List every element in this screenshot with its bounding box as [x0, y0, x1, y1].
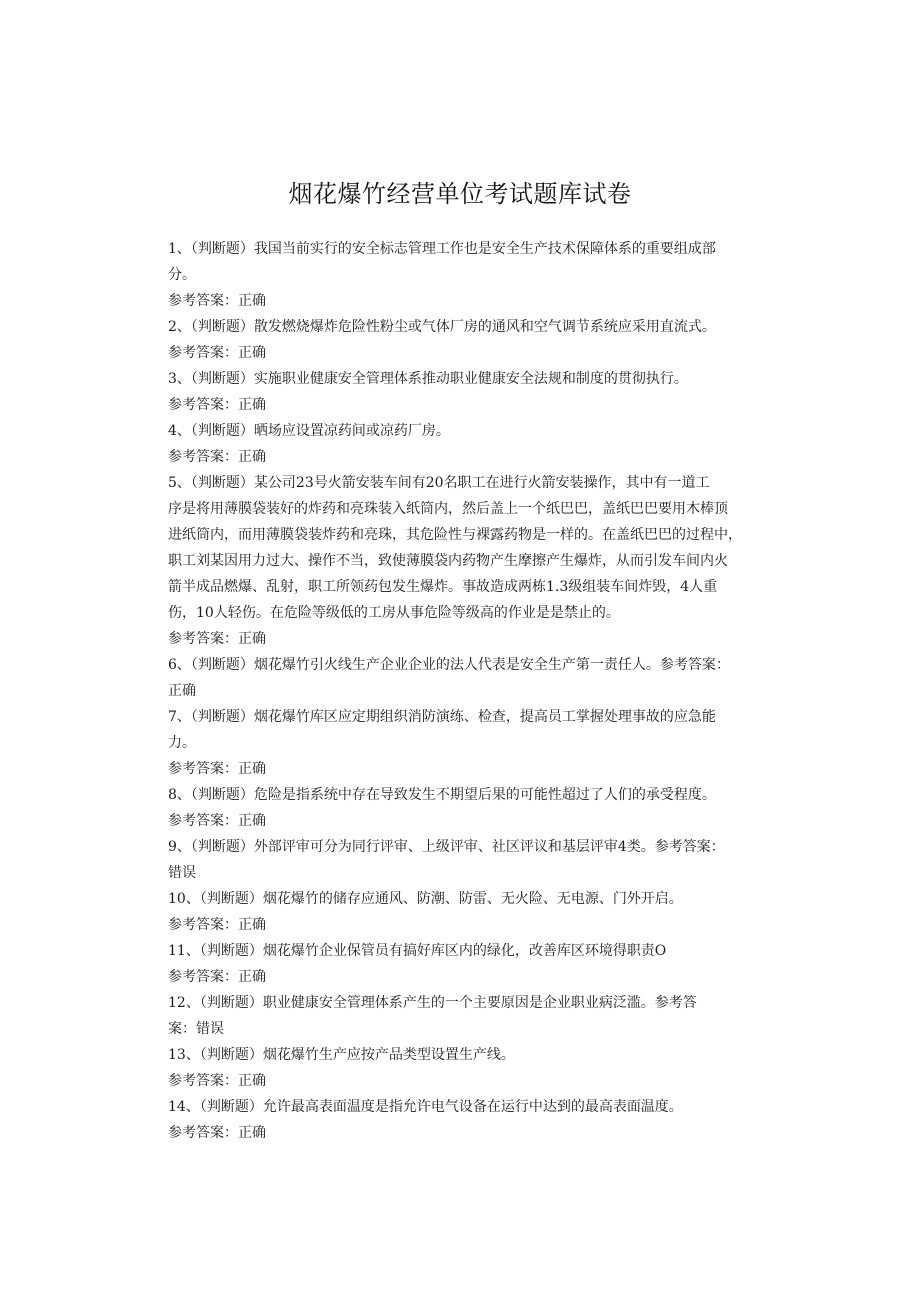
question-text: 10、（判断题）烟花爆竹的储存应通风、防潮、防雷、无火险、无电源、门外开启。 [168, 891, 683, 907]
question-item [168, 782, 763, 834]
question-item [168, 990, 763, 1042]
question-text: 13、（判断题）烟花爆竹生产应按产品类型设置生产线。 [168, 1047, 515, 1063]
reference-answer: 参考答案：正确 [168, 397, 266, 413]
question-item [168, 886, 763, 938]
question-item [168, 236, 763, 314]
reference-answer: 参考答案：正确 [168, 761, 266, 777]
question-text-continued: 序是将用薄膜袋装好的炸药和亮珠装入纸筒内，然后盖上一个纸巴巴，盖纸巴巴要用木棒顶 [168, 501, 728, 517]
reference-answer: 参考答案：正确 [168, 345, 266, 361]
question-text: 5、（判断题）某公司23号火箭安装车间有20名职工在进行火箭安装操作，其中有一道工 [168, 475, 710, 491]
question-item [168, 418, 763, 470]
question-text-continued: 错误 [168, 865, 196, 881]
reference-answer: 参考答案：正确 [168, 917, 266, 933]
question-item [168, 314, 763, 366]
question-text: 11、（判断题）烟花爆竹企业保管员有搞好库区内的绿化，改善库区环境得职责O [168, 943, 667, 959]
question-text: 1、（判断题）我国当前实行的安全标志管理工作也是安全生产技术保障体系的重要组成部 [168, 241, 716, 257]
reference-answer: 参考答案：正确 [168, 449, 266, 465]
question-item [168, 470, 763, 652]
reference-answer: 参考答案：正确 [168, 969, 266, 985]
question-text-continued: 职工刘某因用力过大、操作不当，致使薄膜袋内药物产生摩擦产生爆炸，从而引发车间内火 [168, 553, 728, 569]
question-item [168, 1094, 763, 1146]
reference-answer: 参考答案：正确 [168, 631, 266, 647]
question-text-continued: 正确 [168, 683, 196, 699]
question-list [168, 236, 763, 1146]
question-item [168, 704, 763, 782]
reference-answer: 参考答案：正确 [168, 293, 266, 309]
question-item [168, 652, 763, 704]
question-text: 9、（判断题）外部评审可分为同行评审、上级评审、社区评议和基层评审4类。参考答案： [168, 839, 725, 855]
question-text: 3、（判断题）实施职业健康安全管理体系推动职业健康安全法规和制度的贯彻执行。 [168, 371, 688, 387]
question-item [168, 938, 763, 990]
question-text-continued: 箭半成品燃爆、乱射，职工所领药包发生爆炸。事故造成两栋1.3级组装车间炸毁，4人重 [168, 579, 718, 595]
question-text-continued: 案：错误 [168, 1021, 224, 1037]
reference-answer: 参考答案：正确 [168, 1125, 266, 1141]
question-text: 4、（判断题）晒场应设置凉药间或凉药厂房。 [168, 423, 450, 439]
question-text-continued: 伤，10人轻伤。在危险等级低的工房从事危险等级高的作业是是禁止的。 [168, 605, 620, 621]
question-text: 14、（判断题）允许最高表面温度是指允许电气设备在运行中达到的最高表面温度。 [168, 1099, 683, 1115]
question-text-continued: 进纸筒内，而用薄膜袋装炸药和亮珠，其危险性与裸露药物是一样的。在盖纸巴巴的过程中， [168, 527, 742, 543]
reference-answer: 参考答案：正确 [168, 1073, 266, 1089]
question-text: 8、（判断题）危险是指系统中存在导致发生不期望后果的可能性超过了人们的承受程度。 [168, 787, 716, 803]
question-item [168, 1042, 763, 1094]
reference-answer: 参考答案：正确 [168, 813, 266, 829]
question-text-continued: 力。 [168, 735, 196, 751]
page-title: 烟花爆竹经营单位考试题库试卷 [288, 180, 632, 208]
question-item [168, 366, 763, 418]
question-text: 2、（判断题）散发燃烧爆炸危险性粉尘或气体厂房的通风和空气调节系统应采用直流式。 [168, 319, 716, 335]
question-text-continued: 分。 [168, 267, 196, 283]
question-text: 7、（判断题）烟花爆竹库区应定期组织消防演练、检查，提高员工掌握处理事故的应急能 [168, 709, 716, 725]
question-text: 12、（判断题）职业健康安全管理体系产生的一个主要原因是企业职业病泛滥。参考答 [168, 995, 697, 1011]
question-text: 6、（判断题）烟花爆竹引火线生产企业企业的法人代表是安全生产第一责任人。参考答案： [168, 657, 730, 673]
question-item [168, 834, 763, 886]
